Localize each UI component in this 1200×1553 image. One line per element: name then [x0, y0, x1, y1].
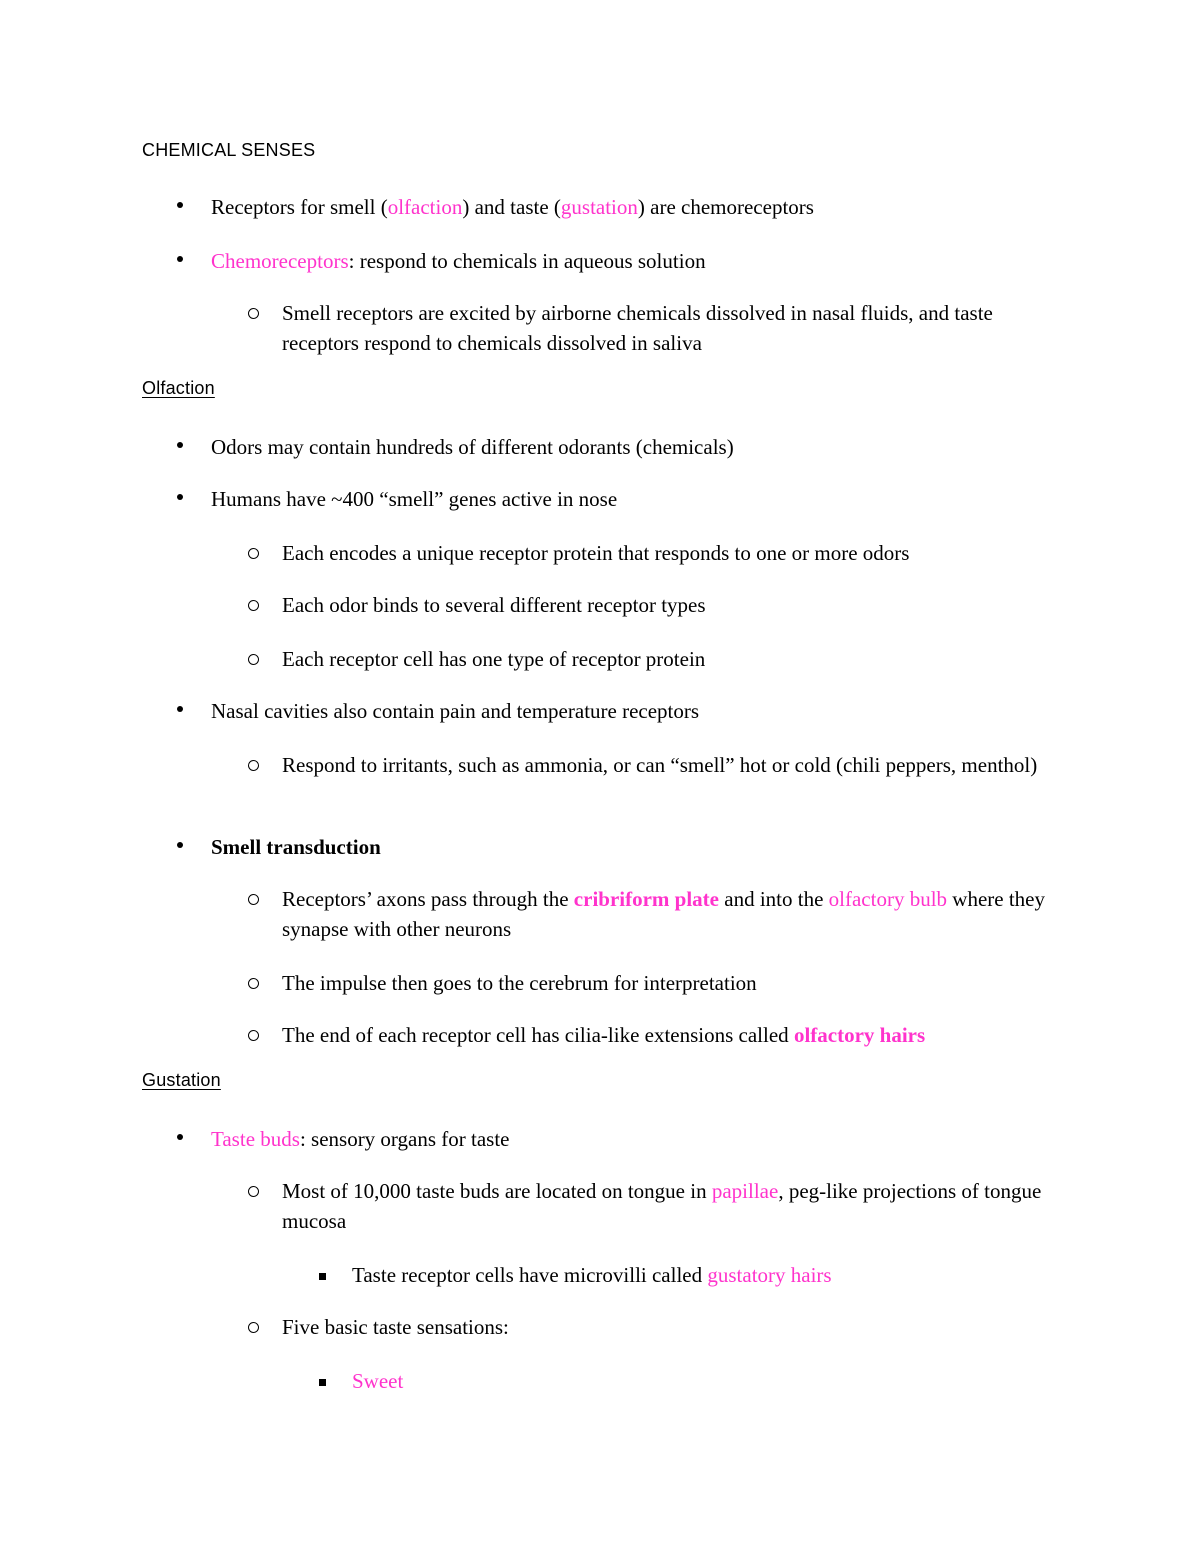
bullet-icon	[177, 484, 183, 500]
circle-bullet-icon	[248, 298, 259, 319]
section-heading-gustation: Gustation	[142, 1070, 221, 1090]
document-title: CHEMICAL SENSES	[142, 140, 316, 160]
list-item: Smell transduction	[211, 835, 381, 859]
list-item: Receptors for smell (olfaction) and taste (gustation) are chemoreceptors	[211, 195, 814, 219]
list-item: The impulse then goes to the cerebrum for interpretation	[282, 971, 757, 995]
list-item: Most of 10,000 taste buds are located on tongue in papillae, peg-like projections of tongue mucosa	[282, 1179, 1042, 1233]
bullet-icon	[177, 432, 183, 448]
square-bullet-icon	[319, 1260, 326, 1280]
circle-bullet-icon	[248, 968, 259, 989]
list-item: The end of each receptor cell has cilia-like extensions called olfactory hairs	[282, 1023, 926, 1047]
bullet-icon	[177, 246, 183, 262]
list-item: Each odor binds to several different receptor types	[282, 593, 706, 617]
list-item: Chemoreceptors: respond to chemicals in aqueous solution	[211, 249, 706, 273]
list-item: Taste receptor cells have microvilli called gustatory hairs	[352, 1263, 832, 1287]
list-item: Smell receptors are excited by airborne chemicals dissolved in nasal fluids, and taste receptors respond to chemicals dissolved in saliva	[282, 301, 993, 355]
circle-bullet-icon	[248, 1312, 259, 1333]
bullet-icon	[177, 832, 183, 848]
circle-bullet-icon	[248, 1176, 259, 1197]
list-item: Each receptor cell has one type of receptor protein	[282, 647, 706, 671]
circle-bullet-icon	[248, 590, 259, 611]
list-item: Five basic taste sensations:	[282, 1315, 509, 1339]
bullet-icon	[177, 192, 183, 208]
bullet-icon	[177, 1124, 183, 1140]
list-item: Receptors’ axons pass through the cribriform plate and into the olfactory bulb where they synapse with other neurons	[282, 887, 1046, 941]
bullet-icon	[177, 696, 183, 712]
list-item: Humans have ~400 “smell” genes active in nose	[211, 487, 618, 511]
circle-bullet-icon	[248, 538, 259, 559]
list-item: Respond to irritants, such as ammonia, or can “smell” hot or cold (chili peppers, menthol)	[282, 753, 1038, 777]
list-item: Odors may contain hundreds of different odorants (chemicals)	[211, 435, 734, 459]
list-item: Nasal cavities also contain pain and temperature receptors	[211, 699, 700, 723]
circle-bullet-icon	[248, 884, 259, 905]
square-bullet-icon	[319, 1366, 326, 1386]
list-item: Taste buds: sensory organs for taste	[211, 1127, 510, 1151]
list-item: Each encodes a unique receptor protein that responds to one or more odors	[282, 541, 910, 565]
section-heading-olfaction: Olfaction	[142, 378, 215, 398]
circle-bullet-icon	[248, 750, 259, 771]
list-item: Sweet	[352, 1369, 404, 1393]
circle-bullet-icon	[248, 644, 259, 665]
circle-bullet-icon	[248, 1020, 259, 1041]
